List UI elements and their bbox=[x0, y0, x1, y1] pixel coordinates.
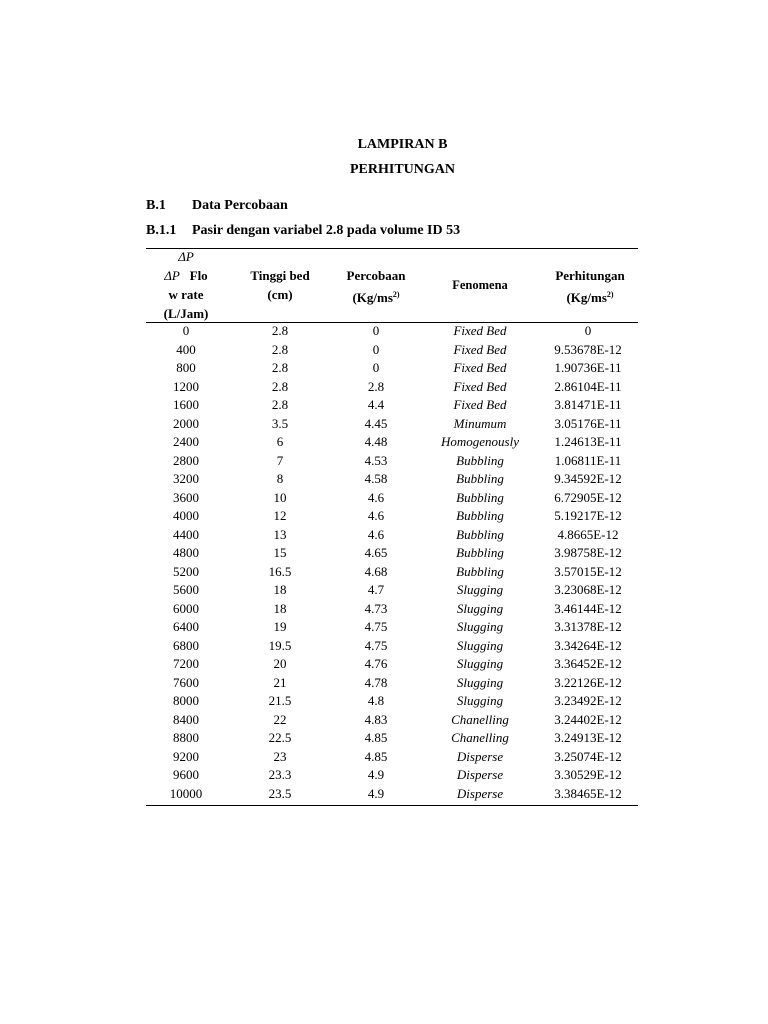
cell-bed-height: 10 bbox=[273, 489, 287, 505]
cell-calculation: 2.86104E-11 bbox=[554, 378, 622, 394]
header-delta-p-inline: ΔP bbox=[164, 268, 180, 283]
appendix-subtitle: PERHITUNGAN bbox=[349, 162, 455, 177]
cell-flow-rate: 2000 bbox=[173, 415, 199, 431]
cell-flow-rate: 3200 bbox=[173, 471, 199, 486]
table-row bbox=[146, 766, 638, 785]
table-row bbox=[146, 341, 638, 360]
cell-calculation: 3.36452E-12 bbox=[554, 656, 622, 671]
table-row bbox=[146, 526, 638, 545]
table-row bbox=[146, 692, 638, 711]
cell-calculation: 3.57015E-12 bbox=[554, 563, 622, 579]
cell-calculation: 3.38465E-12 bbox=[554, 785, 622, 801]
cell-calculation: 6.72905E-12 bbox=[554, 489, 622, 505]
subsection-heading bbox=[146, 223, 460, 239]
cell-flow-rate: 8800 bbox=[173, 730, 199, 745]
cell-phenomenon: Slugging bbox=[456, 693, 504, 708]
cell-bed-height: 23.3 bbox=[268, 767, 292, 782]
cell-experiment: 4.7 bbox=[367, 582, 385, 597]
cell-experiment: 0 bbox=[372, 360, 380, 375]
cell-flow-rate: 800 bbox=[176, 360, 196, 375]
cell-flow-rate: 4400 bbox=[173, 526, 199, 542]
cell-flow-rate: 1200 bbox=[173, 378, 199, 394]
cell-flow-rate: 2400 bbox=[173, 434, 199, 449]
cell-experiment: 4.83 bbox=[364, 711, 388, 727]
table-bottom-rule bbox=[146, 805, 638, 806]
header-calculation-unit-sup: 2) bbox=[606, 290, 614, 299]
cell-calculation: 3.23068E-12 bbox=[554, 582, 622, 597]
cell-experiment: 4.85 bbox=[364, 730, 388, 745]
header-bed-height bbox=[230, 266, 330, 304]
cell-flow-rate: 8400 bbox=[173, 711, 199, 727]
cell-bed-height: 13 bbox=[273, 526, 287, 542]
cell-calculation: 3.22126E-12 bbox=[554, 674, 622, 690]
cell-phenomenon: Fixed Bed bbox=[453, 323, 507, 338]
cell-bed-height: 2.8 bbox=[271, 397, 289, 412]
cell-phenomenon: Disperse bbox=[456, 785, 504, 801]
cell-experiment: 4.58 bbox=[364, 471, 388, 486]
table-row bbox=[146, 600, 638, 619]
table-row bbox=[146, 415, 638, 434]
cell-experiment: 4.48 bbox=[364, 434, 388, 449]
table-row bbox=[146, 618, 638, 637]
cell-phenomenon: Bubbling bbox=[456, 526, 504, 542]
subsection-title: Pasir dengan variabel 2.8 pada volume ID 53 bbox=[192, 223, 461, 238]
header-bed-height-label: Tinggi bed bbox=[250, 268, 310, 283]
subsection-number: B.1.1 bbox=[146, 223, 177, 238]
table-row bbox=[146, 452, 638, 471]
header-flow-unit: (L/Jam) bbox=[163, 306, 209, 321]
table-row bbox=[146, 359, 638, 378]
cell-experiment: 0 bbox=[372, 341, 380, 357]
cell-bed-height: 23 bbox=[273, 748, 287, 764]
header-flow-rate bbox=[146, 247, 226, 323]
cell-calculation: 3.24402E-12 bbox=[554, 711, 622, 727]
cell-flow-rate: 3600 bbox=[173, 489, 199, 505]
cell-flow-rate: 7600 bbox=[173, 674, 199, 690]
cell-phenomenon: Bubbling bbox=[456, 452, 504, 468]
header-flow-part1: Flo bbox=[189, 268, 208, 283]
cell-bed-height: 2.8 bbox=[271, 360, 289, 375]
cell-bed-height: 6 bbox=[276, 434, 284, 449]
section-title: Data Percobaan bbox=[192, 198, 288, 213]
cell-calculation: 3.98758E-12 bbox=[554, 545, 622, 560]
cell-phenomenon: Homogenously bbox=[441, 434, 519, 449]
cell-calculation: 3.34264E-12 bbox=[554, 637, 622, 653]
table-row bbox=[146, 748, 638, 767]
table-row bbox=[146, 674, 638, 693]
header-experiment bbox=[326, 266, 426, 307]
cell-experiment: 4.68 bbox=[364, 563, 388, 579]
cell-experiment: 4.65 bbox=[364, 545, 388, 560]
cell-phenomenon: Slugging bbox=[456, 656, 504, 671]
cell-calculation: 5.19217E-12 bbox=[554, 508, 622, 523]
table-body bbox=[146, 322, 638, 803]
cell-phenomenon: Bubbling bbox=[456, 508, 504, 523]
cell-bed-height: 22 bbox=[273, 711, 287, 727]
cell-calculation: 3.46144E-12 bbox=[554, 600, 622, 616]
cell-phenomenon: Minumum bbox=[453, 415, 507, 431]
cell-flow-rate: 5600 bbox=[173, 582, 199, 597]
cell-calculation: 3.81471E-11 bbox=[554, 397, 622, 412]
table-row bbox=[146, 729, 638, 748]
cell-calculation: 1.90736E-11 bbox=[554, 360, 622, 375]
cell-experiment: 4.8 bbox=[367, 693, 385, 708]
cell-calculation: 3.24913E-12 bbox=[554, 730, 622, 745]
appendix-title: LAMPIRAN B bbox=[357, 137, 448, 152]
cell-phenomenon: Fixed Bed bbox=[453, 341, 507, 357]
cell-experiment: 4.76 bbox=[364, 656, 388, 671]
cell-flow-rate: 9600 bbox=[173, 767, 199, 782]
cell-phenomenon: Slugging bbox=[456, 600, 504, 616]
cell-calculation: 1.06811E-11 bbox=[554, 452, 622, 468]
cell-experiment: 4.78 bbox=[364, 674, 388, 690]
cell-bed-height: 19.5 bbox=[268, 637, 292, 653]
cell-flow-rate: 6000 bbox=[173, 600, 199, 616]
table-row bbox=[146, 507, 638, 526]
table-row bbox=[146, 322, 638, 341]
section-heading bbox=[146, 198, 288, 214]
cell-flow-rate: 5200 bbox=[173, 563, 199, 579]
section-number: B.1 bbox=[146, 198, 166, 213]
header-experiment-unit: (Kg/ms bbox=[352, 290, 393, 305]
cell-bed-height: 12 bbox=[273, 508, 287, 523]
cell-bed-height: 22.5 bbox=[268, 730, 292, 745]
cell-calculation: 3.31378E-12 bbox=[554, 619, 622, 634]
cell-bed-height: 16.5 bbox=[268, 563, 292, 579]
cell-flow-rate: 2800 bbox=[173, 452, 199, 468]
table-row bbox=[146, 637, 638, 656]
cell-phenomenon: Bubbling bbox=[456, 489, 504, 505]
cell-flow-rate: 6400 bbox=[173, 619, 199, 634]
table-row bbox=[146, 581, 638, 600]
cell-bed-height: 8 bbox=[276, 471, 284, 486]
cell-phenomenon: Bubbling bbox=[456, 563, 504, 579]
cell-calculation: 4.8665E-12 bbox=[557, 526, 619, 542]
cell-experiment: 4.6 bbox=[367, 489, 385, 505]
table-row bbox=[146, 396, 638, 415]
cell-calculation: 0 bbox=[584, 323, 592, 338]
cell-experiment: 4.45 bbox=[364, 415, 388, 431]
cell-phenomenon: Slugging bbox=[456, 674, 504, 690]
cell-flow-rate: 4800 bbox=[173, 545, 199, 560]
cell-phenomenon: Slugging bbox=[456, 582, 504, 597]
cell-phenomenon: Fixed Bed bbox=[453, 360, 507, 375]
cell-phenomenon: Chanelling bbox=[451, 730, 509, 745]
cell-phenomenon: Fixed Bed bbox=[453, 378, 507, 394]
cell-experiment: 4.6 bbox=[367, 508, 385, 523]
cell-calculation: 3.25074E-12 bbox=[554, 748, 622, 764]
cell-experiment: 4.9 bbox=[367, 785, 385, 801]
cell-phenomenon: Slugging bbox=[456, 619, 504, 634]
cell-bed-height: 21.5 bbox=[268, 693, 292, 708]
cell-phenomenon: Disperse bbox=[456, 767, 504, 782]
table-row bbox=[146, 563, 638, 582]
cell-phenomenon: Chanelling bbox=[451, 711, 509, 727]
cell-bed-height: 3.5 bbox=[271, 415, 289, 431]
table-row bbox=[146, 711, 638, 730]
cell-bed-height: 18 bbox=[273, 582, 287, 597]
cell-flow-rate: 1600 bbox=[173, 397, 199, 412]
cell-bed-height: 20 bbox=[273, 656, 287, 671]
cell-flow-rate: 400 bbox=[176, 341, 196, 357]
cell-calculation: 3.05176E-11 bbox=[554, 415, 622, 431]
header-bed-height-unit: (cm) bbox=[267, 287, 293, 302]
cell-bed-height: 2.8 bbox=[271, 323, 289, 338]
header-delta-p: ΔP bbox=[178, 249, 194, 264]
cell-experiment: 4.85 bbox=[364, 748, 388, 764]
cell-bed-height: 2.8 bbox=[271, 378, 289, 394]
cell-phenomenon: Disperse bbox=[456, 748, 504, 764]
cell-flow-rate: 9200 bbox=[173, 748, 199, 764]
cell-calculation: 1.24613E-11 bbox=[554, 434, 622, 449]
cell-experiment: 2.8 bbox=[367, 378, 385, 394]
table-row bbox=[146, 544, 638, 563]
cell-bed-height: 2.8 bbox=[271, 341, 289, 357]
cell-phenomenon: Slugging bbox=[456, 637, 504, 653]
cell-calculation: 9.53678E-12 bbox=[554, 341, 622, 357]
table-row bbox=[146, 655, 638, 674]
cell-flow-rate: 10000 bbox=[169, 785, 203, 801]
cell-experiment: 4.4 bbox=[367, 397, 385, 412]
cell-bed-height: 19 bbox=[273, 619, 287, 634]
cell-flow-rate: 0 bbox=[182, 323, 190, 338]
cell-phenomenon: Fixed Bed bbox=[453, 397, 507, 412]
header-phenomenon: Fenomena bbox=[452, 278, 508, 292]
table-row bbox=[146, 433, 638, 452]
header-calculation bbox=[535, 266, 645, 307]
table-row bbox=[146, 378, 638, 397]
cell-phenomenon: Bubbling bbox=[456, 545, 504, 560]
cell-flow-rate: 4000 bbox=[173, 508, 199, 523]
cell-bed-height: 23.5 bbox=[268, 785, 292, 801]
cell-experiment: 4.53 bbox=[364, 452, 388, 468]
cell-experiment: 4.75 bbox=[364, 619, 388, 634]
cell-bed-height: 21 bbox=[273, 674, 287, 690]
cell-calculation: 3.23492E-12 bbox=[554, 693, 622, 708]
cell-experiment: 4.9 bbox=[367, 767, 385, 782]
header-flow-part2: w rate bbox=[168, 287, 204, 302]
header-experiment-unit-sup: 2) bbox=[392, 290, 400, 299]
cell-experiment: 0 bbox=[372, 323, 380, 338]
cell-calculation: 9.34592E-12 bbox=[554, 471, 622, 486]
cell-flow-rate: 8000 bbox=[173, 693, 199, 708]
cell-flow-rate: 6800 bbox=[173, 637, 199, 653]
cell-bed-height: 18 bbox=[273, 600, 287, 616]
cell-experiment: 4.75 bbox=[364, 637, 388, 653]
table-row bbox=[146, 489, 638, 508]
cell-experiment: 4.73 bbox=[364, 600, 388, 616]
cell-bed-height: 7 bbox=[276, 452, 284, 468]
header-calculation-label: Perhitungan bbox=[555, 268, 625, 283]
cell-calculation: 3.30529E-12 bbox=[554, 767, 622, 782]
header-calculation-unit: (Kg/ms bbox=[566, 290, 607, 305]
table-row bbox=[146, 470, 638, 489]
table-row bbox=[146, 785, 638, 804]
cell-flow-rate: 7200 bbox=[173, 656, 199, 671]
cell-bed-height: 15 bbox=[273, 545, 287, 560]
header-experiment-label: Percobaan bbox=[346, 268, 406, 283]
cell-experiment: 4.6 bbox=[367, 526, 385, 542]
cell-phenomenon: Bubbling bbox=[456, 471, 504, 486]
